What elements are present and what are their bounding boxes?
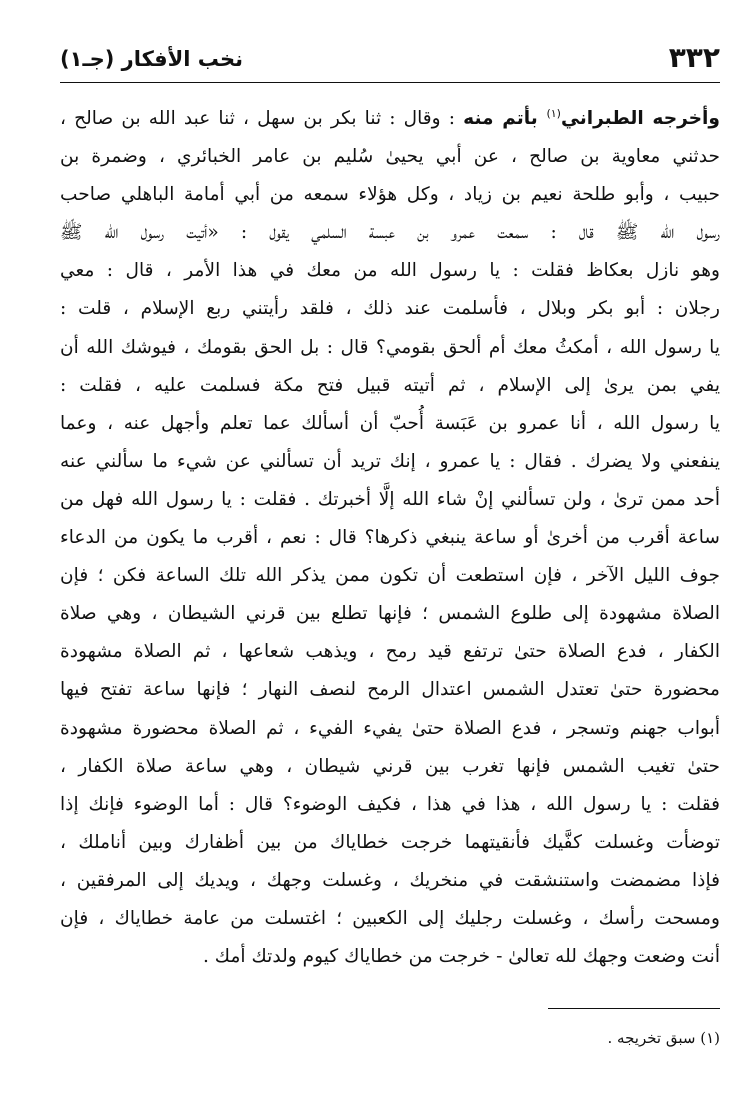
- text-line: جوف الليل الآخر ، فإن استطعت أن تكون ممن يذكر الله تلك الساعة فكن ؛ فإن: [60, 565, 720, 587]
- text-line-content: : وقال : ثنا بكر بن سهل ، ثنا عبد الله بن صالح ،: [60, 108, 456, 129]
- header-rule: [60, 82, 720, 83]
- text-line: ساعة أقرب من أخرىٰ أو ساعة ينبغي ذكرها؟ قال : نعم ، أقرب ما يكون من الدعاء: [60, 527, 720, 549]
- text-line: يفي بمن يرىٰ إلى الإسلام ، ثم أتيته قبيل فتح مكة فسلمت عليه ، فقلت :: [60, 374, 720, 396]
- text-line: فقلت : يا رسول الله ، هذا في هذا ، فكيف الوضوء؟ قال : أما الوضوء فإنك إذا: [60, 793, 720, 815]
- text-line: ينفعني ولا يضرك . فقال : يا عمرو ، إنك تريد أن تسألني عن شيء ما سألني عنه: [60, 450, 720, 472]
- text-line: توضأت وغسلت كفَّيك فأنقيتهما خرجت خطاياك من بين أظفارك وبين أناملك ،: [60, 831, 720, 853]
- text-line: حتىٰ تغيب الشمس فإنها تغرب بين قرني شيطان ، وهي ساعة صلاة الكفار ،: [60, 755, 720, 777]
- text-line: أنت وضعت وجهك لله تعالىٰ - خرجت من خطاياك كيوم ولدتك أمك .: [202, 946, 720, 968]
- text-line: أبواب جهنم وتسجر ، فدع الصلاة حتىٰ يفيء الفيء ، ثم الصلاة محضورة مشهودة: [60, 717, 720, 739]
- text-line: وهو نازل بعكاظ فقلت : يا رسول الله من معك في هذا الأمر ، قال : معي: [60, 260, 720, 282]
- text-line: رجلان : أبو بكر وبلال ، فأسلمت عند ذلك ، فلقد رأيتني ربع الإسلام ، قلت :: [60, 298, 720, 320]
- lead-phrase: [463, 108, 720, 129]
- page-header: [60, 40, 720, 80]
- text-line: فإذا مضمضت واستنشقت في منخريك ، وغسلت وجهك ، ويديك إلى المرفقين ،: [60, 869, 720, 891]
- text-line: الكفار ، فدع الصلاة حتىٰ ترتفع قيد رمح ، ويذهب شعاعها ، ثم الصلاة مشهودة: [60, 641, 720, 663]
- text-line: أحد ممن ترىٰ ، ولن تسألني إنْ شاء الله إلَّا أخبرتك . فقلت : يا رسول الله فهل من: [60, 488, 720, 510]
- text-line: حدثني معاوية بن صالح ، عن أبي يحيىٰ سُليم بن عامر الخبائري ، وضمرة بن: [60, 146, 720, 168]
- running-title: نخب الأفكار (جـ١): [60, 47, 243, 71]
- text-line: حبيب ، وأبو طلحة نعيم بن زياد ، وكل هؤلاء سمعه من أبي أمامة الباهلي صاحب: [60, 184, 720, 206]
- lead-tail: بأتم منه: [463, 108, 538, 129]
- text-line: ومسحت رأسك ، وغسلت رجليك إلى الكعبين ؛ اغتسلت من عامة خطاياك ، فإن: [60, 907, 720, 929]
- text-line: يا رسول الله ، أنا عمرو بن عَبَسة أُحبّ أن أسألك عما تعلم وأجهل عنه ، وعما: [60, 412, 720, 434]
- text-line: يا رسول الله ، أمكثُ معك أم ألحق بقومي؟ قال : بل الحق بقومك ، فيوشك الله أن: [60, 336, 720, 358]
- text-line: رسول الله ﷺ قال : سمعت عمرو بن عبسة السلمي يقول : «أتيت رسول الله ﷺ: [60, 222, 720, 244]
- page-number: ٣٣٢: [668, 41, 720, 74]
- lead-source: وأخرجه الطبراني: [560, 108, 720, 129]
- text-line: الصلاة مشهودة إلى طلوع الشمس ؛ فإنها تطلع بين قرني الشيطان ، وهي صلاة: [60, 603, 720, 625]
- footnote-rule: [548, 1008, 720, 1009]
- text-line: محضورة حتىٰ تعتدل الشمس اعتدال الرمح لنصف النهار ؛ فإنها ساعة تفتح فيها: [60, 679, 720, 701]
- text-line: [60, 100, 720, 138]
- main-text: [60, 100, 720, 976]
- footnote-marker: (١): [546, 106, 561, 120]
- footnote: (١) سبق تخريجه .: [607, 1029, 720, 1047]
